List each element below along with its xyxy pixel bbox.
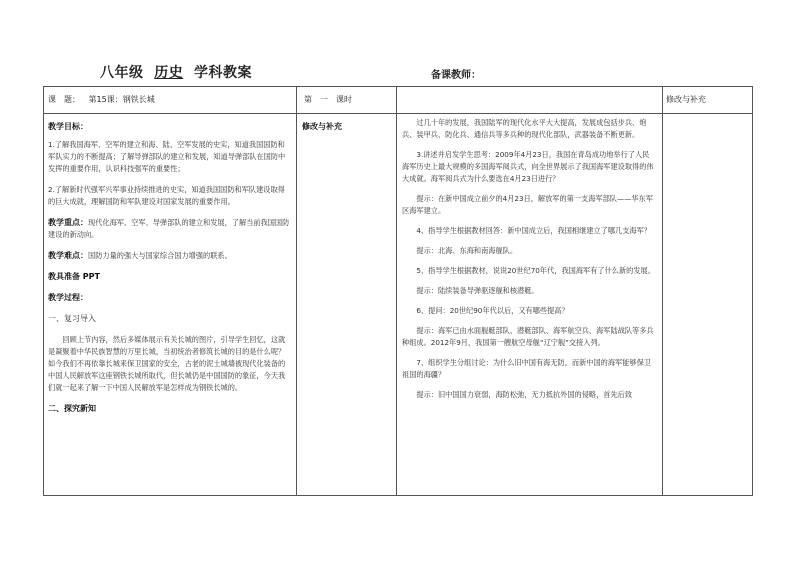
right-para-11: 提示：旧中国国力衰弱，海防松弛，无力抵抗外国的侵略，首先后致: [416, 390, 633, 399]
goal-1: 1.了解我国海军、空军的建立和海、陆、空军发展的史实，知道我国国防和军队实力的不断提高；了解导弹部队的建立和发展，知道导弹部队在国防中发挥的重要作用，认识科技强军的重要性；: [48, 140, 286, 173]
period-cell: 第 一 课时: [304, 95, 352, 104]
title-underline-gap: [144, 65, 155, 81]
right-column-content: [402, 117, 656, 409]
table-border-bottom: [43, 495, 753, 496]
right-para-8: 6、提问：20世纪90年代以后，又有哪些提高？: [416, 306, 569, 315]
diff-label: 教学难点：: [48, 251, 88, 260]
step-1-text: 回顾上节内容，然后多媒体展示有关长城的图片，引导学生回忆，这就是凝聚着中华民族智慧的万里长城，当初统治者修筑长城的目的是什么呢？如今我们不再依靠长城来保卫国家的安全，古老的泥土城墙被现代化装备的中国人民解放军这座钢铁长城所取代，但长城仍是中国国防的象征，今天我们就一起来了解一下中国人民解放军是怎样成为钢铁长城的。: [48, 335, 286, 392]
right-para-10: 7、组织学生分组讨论：为什么旧中国有海无防，而新中国的海军能够保卫祖国的海疆？: [402, 358, 651, 379]
step-2-heading: 二、探究新知: [48, 404, 96, 413]
mid-revise-label: 修改与补充: [302, 122, 342, 131]
right-para-1: 过几十年的发展，我国陆军的现代化水平大大提高，发展成包括步兵、炮兵、装甲兵、防化兵、通信兵等多兵种的现代化部队，武器装备不断更新。: [402, 118, 647, 139]
title-underline-gap2: [183, 65, 194, 81]
table-border-right: [752, 86, 753, 496]
step-1-heading: 一、复习导入: [48, 314, 96, 323]
title-subject: 历史: [154, 65, 184, 81]
teacher-label: 备课教师：: [431, 70, 481, 81]
right-para-5: 提示：北海、东海和南海舰队。: [416, 246, 518, 255]
diff-text: 国防力量的强大与国家综合国力增强的联系。: [88, 251, 232, 260]
table-header-divider: [43, 113, 753, 114]
goals-label: 教学目标：: [48, 122, 88, 131]
key-text: 现代化海军、空军、导弹部队的建立和发展，了解当前我国国防建设的新动向。: [48, 218, 290, 239]
key-points: [48, 217, 292, 241]
right-para-3: 提示：在新中国成立前夕的4月23日，解放军的第一支海军部队——华东军区海军建立。: [402, 194, 653, 215]
table-col-divider-3: [662, 86, 663, 496]
key-label: 教学重点：: [48, 218, 88, 227]
teaching-process: 教学过程：: [48, 293, 88, 302]
difficult-points: [48, 250, 292, 262]
table-border-left: [43, 86, 44, 496]
right-para-6: 5、指导学生根据教材，说说20世纪70年代，我国海军有了什么新的发展。: [416, 266, 655, 275]
right-para-2: 3.讲述并启发学生思考：2009年4月23日，我国在青岛成功地举行了人民海军历史上最大规模的多国海军阅兵式，向全世界展示了我国海军建设取得的伟大成就。海军阅兵式为什么要选在4月23日进行？: [402, 150, 654, 183]
right-para-9: 提示：海军已由水面舰艇部队、潜艇部队、海军航空兵、海军陆战队等多兵种组成。2012年9月，我国第一艘航空母舰“辽宁舰”交接入列。: [402, 326, 654, 347]
table-border-top: [43, 86, 753, 87]
lesson-plan-title: [100, 62, 252, 82]
topic-value: 第15课：钢铁长城: [88, 95, 155, 104]
goal-2: 2.了解新时代强军兴军事业持续推进的史实，知道我国国防和军队建设取得的巨大成就，理解国防和军队建设对国家发展的重要作用。: [48, 185, 285, 206]
left-column-content: [48, 121, 292, 424]
right-para-4: 4、指导学生根据教材回答：新中国成立后，我国相继建立了哪几支海军？: [416, 226, 651, 235]
right-para-7: 提示：陆续装备导弹驱逐舰和核潜艇。: [416, 286, 539, 295]
topic-label: 课 题：: [48, 95, 80, 104]
table-col-divider-1: [296, 86, 297, 496]
title-suffix: 学科教案: [194, 65, 252, 81]
teaching-aids: 教具准备 PPT: [48, 272, 100, 281]
title-grade: 八年级: [100, 65, 144, 81]
topic-cell: [48, 94, 155, 105]
table-col-divider-2: [396, 86, 397, 496]
revise-header-cell: 修改与补充: [666, 95, 706, 104]
